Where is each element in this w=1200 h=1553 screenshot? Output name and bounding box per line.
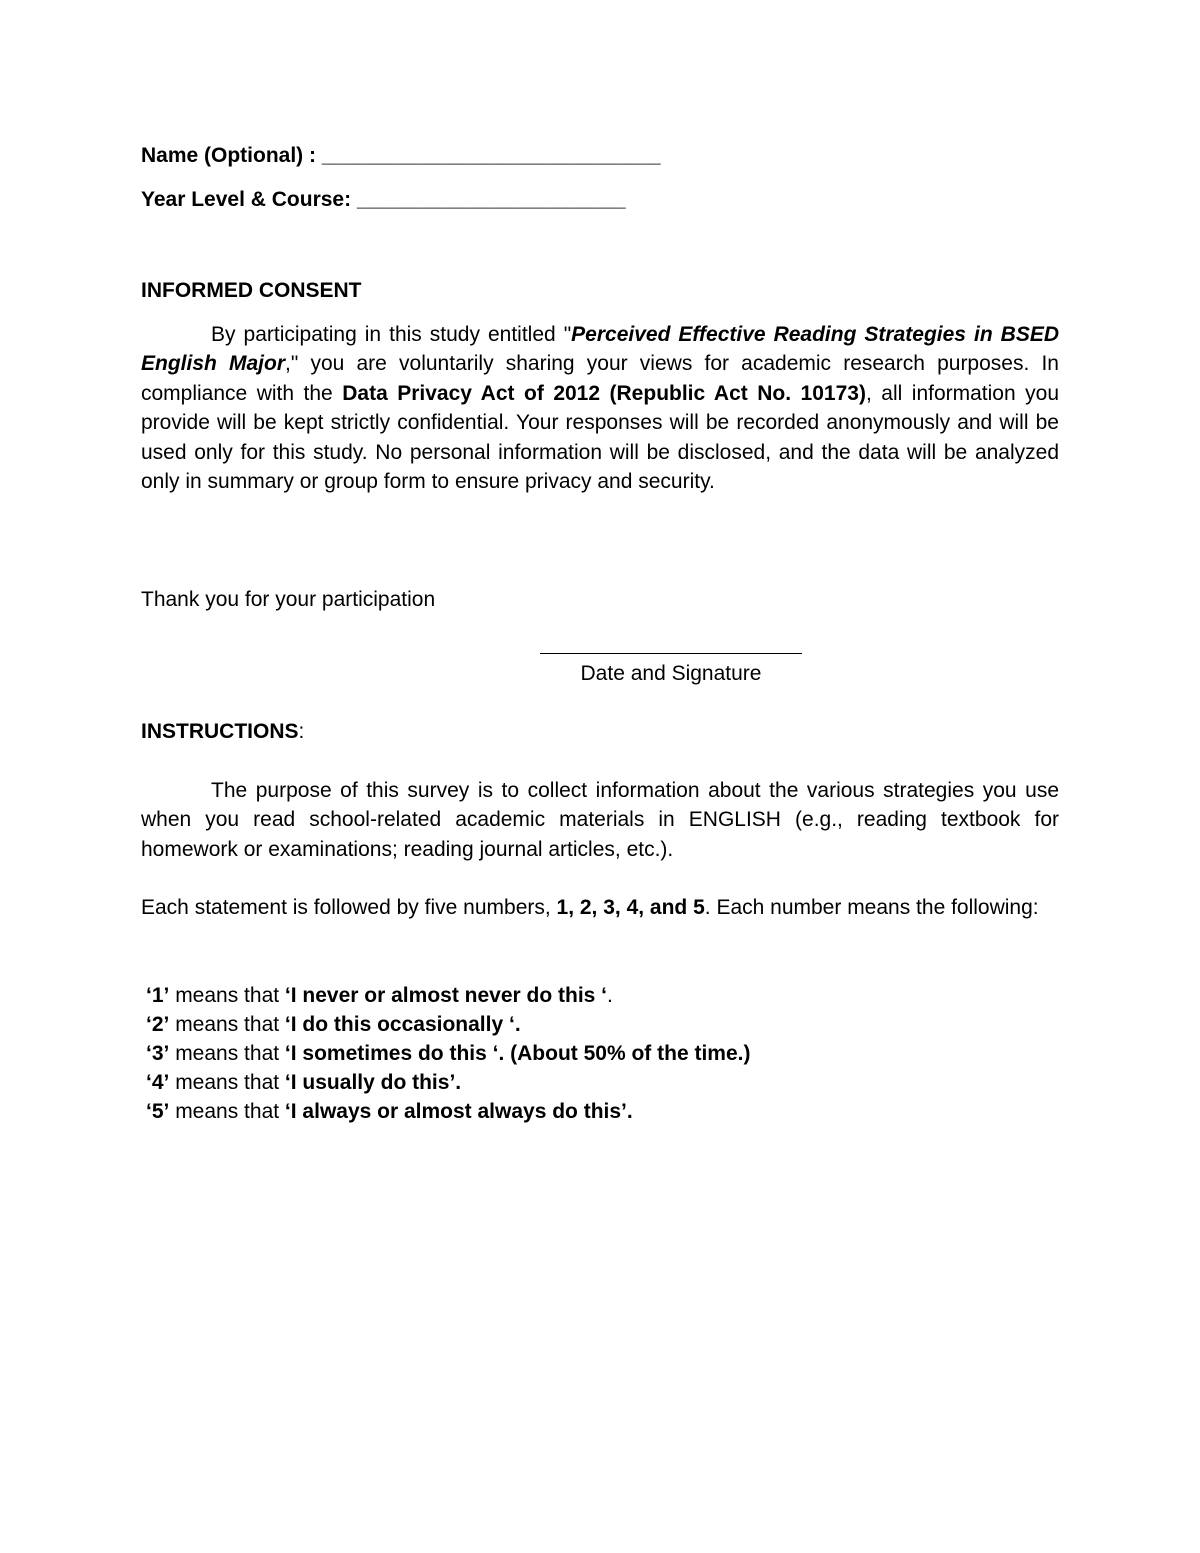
document-page: [141, 0, 1059, 1553]
scale-intro-a: Each statement is followed by five numbers,: [141, 896, 557, 919]
scale-description: ‘I never or almost never do this ‘: [284, 984, 608, 1007]
name-label: Name (Optional) :: [141, 144, 317, 167]
scale-description: ‘I do this occasionally ‘.: [284, 1013, 521, 1036]
consent-paragraph: [141, 320, 1059, 496]
name-field-row: [141, 141, 661, 170]
consent-intro-text: By participating in this study entitled ": [211, 323, 572, 346]
year-course-field-row: [141, 185, 626, 214]
scale-means: means that: [169, 1071, 285, 1094]
scale-numbers: 1, 2, 3, 4, and 5: [556, 896, 705, 919]
scale-number: ‘4’: [146, 1071, 170, 1094]
scale-means: means that: [169, 1042, 285, 1065]
consent-rest-text: , all information you provide will be kept strictly confidential. Your responses will be recorded anonymously and will be used only for this study. No personal information will be disclosed, and the data will be analyzed only in summary or group form to ensure privacy and security.: [141, 381, 1060, 494]
scale-description: ‘I sometimes do this ‘. (About 50% of the time.): [284, 1042, 751, 1065]
informed-consent-heading: INFORMED CONSENT: [141, 279, 362, 302]
name-blank[interactable]: _____________________________: [321, 144, 661, 167]
year-course-label: Year Level & Course:: [141, 188, 352, 211]
scale-intro-b: . Each number means the following:: [704, 896, 1039, 919]
scale-end: .: [607, 984, 613, 1007]
scale-number: ‘1’: [146, 984, 170, 1007]
scale-description: ‘I always or almost always do this’.: [284, 1100, 633, 1123]
scale-means: means that: [169, 1013, 285, 1036]
instructions-heading: INSTRUCTIONS: [141, 720, 299, 743]
scale-description: ‘I usually do this’.: [284, 1071, 462, 1094]
instructions-heading-row: [141, 717, 304, 746]
date-signature-label: Date and Signature: [580, 662, 762, 685]
data-privacy-act: Data Privacy Act of 2012 (Republic Act No. 10173): [342, 381, 866, 405]
scale-means: means that: [169, 1100, 285, 1123]
scale-item-4: [146, 1068, 461, 1097]
scale-item-2: [146, 1010, 521, 1039]
scale-item-3: [146, 1039, 750, 1068]
consent-after-title-text: ," you are voluntarily sharing your views for academic research purposes. In compliance with the: [141, 352, 1059, 405]
scale-number: ‘5’: [146, 1100, 170, 1123]
scale-intro-paragraph: [141, 893, 1059, 922]
scale-number: ‘3’: [146, 1042, 170, 1065]
signature-line[interactable]: [540, 653, 802, 654]
thank-you-text: Thank you for your participation: [141, 588, 436, 611]
purpose-paragraph: The purpose of this survey is to collect information about the various strategies you use when you read school-related academic materials in ENGLISH (e.g., reading textbook for homework or examinations; reading journal articles, etc.).: [141, 779, 1059, 861]
scale-item-1: [146, 981, 613, 1010]
scale-means: means that: [169, 984, 285, 1007]
scale-number: ‘2’: [146, 1013, 170, 1036]
year-course-blank[interactable]: _______________________: [356, 188, 626, 211]
study-title: Perceived Effective Reading Strategies in BSED English Major: [141, 323, 1059, 376]
instructions-heading-colon: :: [298, 720, 305, 743]
scale-item-5: [146, 1097, 633, 1126]
